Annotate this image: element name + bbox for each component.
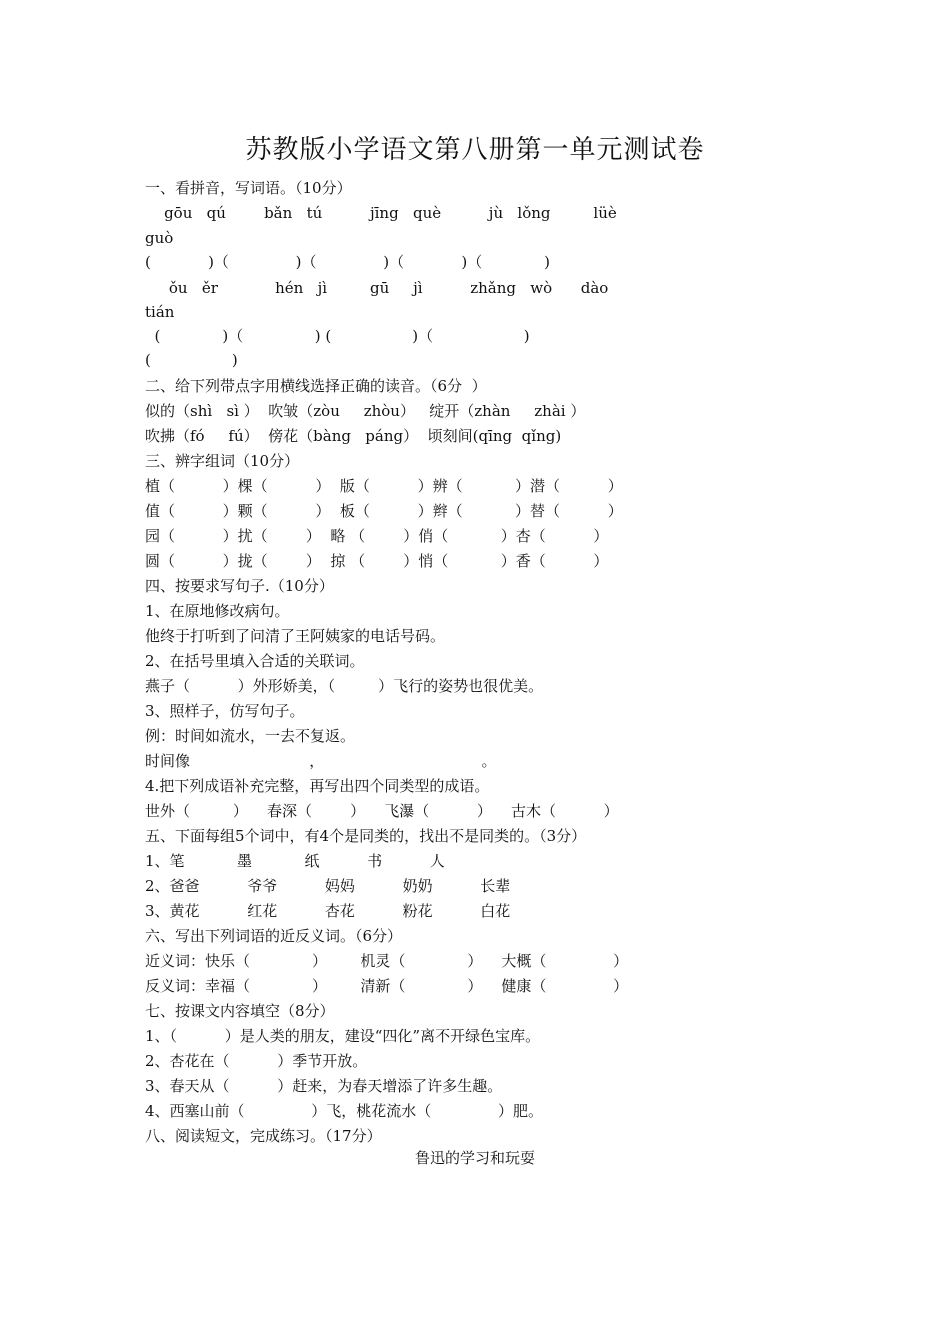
question-4-4: 4.把下列成语补充完整，再写出四个同类型的成语。 (145, 777, 490, 795)
page-title: 苏教版小学语文第八册第一单元测试卷 (245, 135, 705, 165)
reading-choice-row-2: 吹拂（fó fú） 傍花（bàng páng） 顷刻间(qīng qǐng) (145, 427, 562, 445)
answer-brackets-row-2: ( )（ ) ( )（ ) (145, 327, 530, 345)
word-group-row-1: 植（ ）棵（ ） 版（ ）辨（ ）潜（ ） (145, 477, 623, 495)
conjunction-sentence: 燕子（ ）外形娇美，（ ）飞行的姿势也很优美。 (145, 677, 544, 695)
pinyin-row-1: gōu qú bǎn tú jīng què jù lǒng lüè (145, 204, 617, 222)
answer-brackets-row-2-wrap: ( ) (145, 351, 238, 369)
imitation-sentence: 时间像 ， 。 (145, 752, 497, 770)
odd-one-out-row-2: 2、爸爸 爷爷 妈妈 奶奶 长辈 (145, 877, 511, 895)
reading-choice-row-1: 似的（shì sì ） 吹皱（zòu zhòu） 绽开（zhàn zhài ） (145, 402, 586, 420)
synonym-row: 近义词：快乐（ ） 机灵（ ） 大概（ ） (145, 952, 629, 970)
word-group-row-2: 值（ ）颗（ ） 板（ ）辫（ ）替（ ） (145, 502, 623, 520)
question-4-2: 2、在括号里填入合适的关联词。 (145, 652, 365, 670)
example-sentence: 例：时间如流水，一去不复返。 (145, 727, 356, 745)
word-group-row-3: 园（ ）扰（ ） 略 （ ）俏（ ）杏（ ） (145, 527, 609, 545)
fill-blank-4: 4、西塞山前（ ）飞，桃花流水（ ）肥。 (145, 1102, 544, 1120)
pinyin-row-2-wrap: tián (145, 303, 175, 321)
question-4-1: 1、在原地修改病句。 (145, 602, 290, 620)
section-1-heading: 一、看拼音，写词语。（10分） (145, 179, 352, 197)
pinyin-row-2: ǒu ěr hén jì gū jì zhǎng wò dào (145, 279, 609, 297)
section-8-heading: 八、阅读短文，完成练习。（17分） (145, 1127, 382, 1145)
idiom-row: 世外（ ） 春深（ ） 飞瀑（ ） 古木（ ） (145, 802, 619, 820)
fill-blank-2: 2、杏花在（ ）季节开放。 (145, 1052, 368, 1070)
section-4-heading: 四、按要求写句子.（10分） (145, 577, 334, 595)
question-4-3: 3、照样子，仿写句子。 (145, 702, 305, 720)
reading-passage-title: 鲁迅的学习和玩耍 (414, 1149, 535, 1167)
pinyin-row-1-wrap: guò (145, 229, 174, 247)
fill-blank-1: 1、（ ）是人类的朋友，建设“四化”离不开绿色宝库。 (145, 1027, 541, 1045)
section-6-heading: 六、写出下列词语的近反义词。（6分） (145, 927, 403, 945)
odd-one-out-row-3: 3、黄花 红花 杏花 粉花 白花 (145, 902, 511, 920)
antonym-row: 反义词：幸福（ ） 清新（ ） 健康（ ） (145, 977, 629, 995)
odd-one-out-row-1: 1、笔 墨 纸 书 人 (145, 852, 445, 870)
section-5-heading: 五、下面每组5个词中，有4个是同类的，找出不是同类的。（3分） (145, 827, 587, 845)
fill-blank-3: 3、春天从（ ）赶来，为春天增添了许多生趣。 (145, 1077, 503, 1095)
section-3-heading: 三、辨字组词（10分） (145, 452, 300, 470)
sentence-to-fix: 他终于打听到了问清了王阿姨家的电话号码。 (145, 627, 446, 645)
section-7-heading: 七、按课文内容填空（8分） (145, 1002, 335, 1020)
answer-brackets-row-1: ( )（ )（ )（ )（ ) (145, 253, 551, 271)
section-2-heading: 二、给下列带点字用横线选择正确的读音。（6分 ） (145, 377, 487, 395)
word-group-row-4: 圆（ ）拢（ ） 掠 （ ）悄（ ）香（ ） (145, 552, 609, 570)
